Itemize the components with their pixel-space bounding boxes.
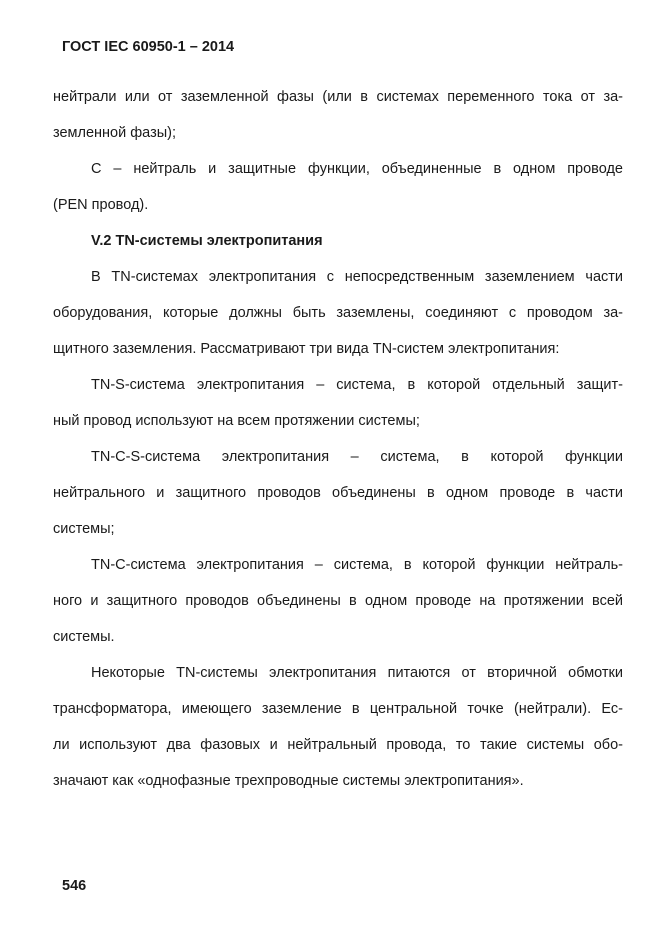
- text-line: ного и защитного проводов объединены в одном проводе на протяжении всей: [53, 593, 623, 609]
- text-line: щитного заземления. Рассматривают три вида TN-систем электропитания:: [53, 341, 560, 357]
- text-line: C – нейтраль и защитные функции, объединенные в одном проводе: [91, 161, 623, 177]
- text-line: В TN-системах электропитания с непосредственным заземлением части: [91, 269, 623, 285]
- text-line: системы.: [53, 629, 115, 645]
- text-line: ный провод используют на всем протяжении системы;: [53, 413, 420, 429]
- document-header: ГОСТ IEC 60950-1 – 2014: [62, 39, 235, 55]
- text-line: TN-C-система электропитания – система, в которой функции нейтраль-: [91, 557, 623, 573]
- text-line: земленной фазы);: [53, 125, 177, 141]
- section-heading: V.2 TN-системы электропитания: [91, 233, 323, 249]
- text-line: TN-C-S-система электропитания – система, в которой функции: [91, 449, 623, 465]
- text-line: системы;: [53, 521, 115, 537]
- text-line: оборудования, которые должны быть заземлены, соединяют с проводом за-: [53, 305, 623, 321]
- text-line: Некоторые TN-системы электропитания питаются от вторичной обмотки: [91, 665, 623, 681]
- text-line: ли используют два фазовых и нейтральный провода, то такие системы обо-: [53, 737, 623, 753]
- text-line: значают как «однофазные трехпроводные системы электропитания».: [53, 773, 524, 789]
- text-line: нейтрали или от заземленной фазы (или в системах переменного тока от за-: [53, 89, 623, 105]
- page-number: 546: [62, 878, 87, 894]
- text-line: TN-S-система электропитания – система, в которой отдельный защит-: [91, 377, 623, 393]
- document-body: [53, 79, 623, 799]
- text-line: нейтрального и защитного проводов объединены в одном проводе в части: [53, 485, 623, 501]
- text-line: трансформатора, имеющего заземление в центральной точке (нейтрали). Ес-: [53, 701, 623, 717]
- text-line: (PEN провод).: [53, 197, 149, 213]
